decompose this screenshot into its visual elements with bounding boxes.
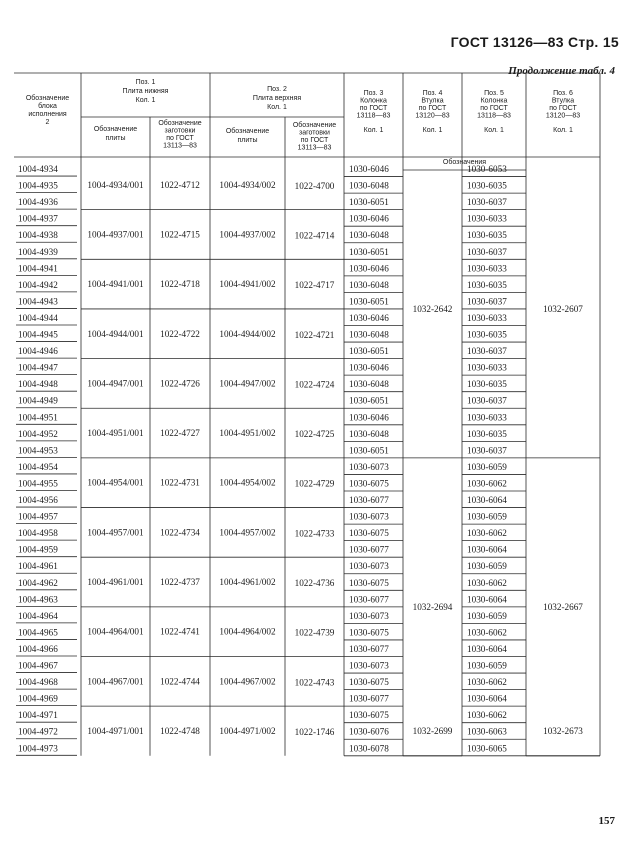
upper-plate-blank: 1022-1746 [294, 726, 335, 737]
lower-plate-designation: 1004-4941/001 [87, 279, 144, 290]
pos6-bush-designation: 1032-2673 [543, 725, 583, 736]
pos6-header: Поз. 6 [553, 90, 573, 97]
pos3-column-designation: 1030-6048 [349, 279, 389, 290]
lower-plate-blank: 1022-4734 [160, 527, 200, 538]
pos2-header: Плита верхняя [252, 95, 302, 102]
pos4-header: 13120—83 [415, 112, 450, 120]
pos3-column-designation: 1030-6048 [349, 329, 389, 340]
pos5-column-designation: 1030-6063 [467, 726, 507, 737]
pos5-column-designation: 1030-6033 [467, 362, 507, 373]
block-designation: 1004-4961 [18, 561, 58, 572]
block-designation: 1004-4944 [18, 312, 58, 323]
upper-plate-designation: 1004-4964/002 [219, 626, 276, 637]
pos3-column-designation: 1030-6073 [349, 660, 389, 671]
pos5-column-designation: 1030-6059 [467, 511, 507, 522]
block-designation: 1004-4939 [18, 246, 58, 257]
pos5-column-designation: 1030-6059 [467, 461, 507, 472]
block-designation: 1004-4949 [18, 395, 58, 406]
upper-plate-designation: 1004-4971/002 [219, 725, 276, 736]
pos5-column-designation: 1030-6033 [467, 412, 507, 423]
pos5-column-designation: 1030-6053 [467, 164, 507, 174]
pos5-column-designation: 1030-6037 [467, 346, 507, 357]
lower-plate-designation: 1004-4937/001 [87, 229, 144, 240]
pos4-quantity: Кол. 1 [422, 127, 443, 134]
pos2-header: Поз. 2 [267, 86, 287, 93]
pos3-column-designation: 1030-6051 [349, 246, 389, 257]
pos5-column-designation: 1030-6033 [467, 213, 507, 224]
table-continuation-label: Продолжение табл. 4 [508, 65, 615, 77]
block-designation: 1004-4963 [18, 594, 58, 605]
designations-header: Обозначения [442, 159, 487, 166]
pos3-quantity: Кол. 1 [363, 127, 384, 134]
upper-plate-designation: 1004-4951/002 [219, 428, 276, 439]
block-designation: 1004-4948 [18, 379, 58, 390]
pos3-column-designation: 1030-6046 [349, 312, 389, 323]
pos3-column-designation: 1030-6076 [349, 726, 389, 737]
pos3-column-designation: 1030-6073 [349, 610, 389, 621]
pos5-column-designation: 1030-6037 [467, 395, 507, 406]
pos3-column-designation: 1030-6051 [349, 197, 389, 208]
pos6-header: 13120—83 [545, 112, 581, 120]
upper-plate-designation: 1004-4941/002 [219, 279, 276, 290]
block-designation: 1004-4971 [18, 710, 58, 721]
pos5-column-designation: 1030-6062 [467, 677, 507, 688]
blank-header: Обозначение [292, 122, 337, 129]
page-number: 157 [598, 815, 615, 827]
block-designation: 1004-4973 [18, 743, 58, 754]
upper-plate-blank: 1022-4725 [294, 429, 335, 440]
pos5-column-designation: 1030-6059 [467, 610, 507, 621]
pos5-column-designation: 1030-6035 [467, 379, 507, 390]
upper-plate-designation: 1004-4947/002 [219, 378, 276, 389]
pos3-column-designation: 1030-6048 [349, 379, 389, 390]
pos1-header: Поз. 1 [135, 79, 156, 86]
pos3-column-designation: 1030-6075 [349, 528, 389, 539]
pos6-bush-designation: 1032-2607 [543, 303, 583, 314]
lower-plate-blank: 1022-4726 [160, 378, 200, 389]
block-designation: 1004-4955 [18, 478, 58, 489]
lower-plate-blank: 1022-4712 [160, 179, 200, 190]
pos3-column-designation: 1030-6073 [349, 511, 389, 522]
block-designation: 1004-4951 [18, 412, 58, 423]
pos3-header: Колонка [360, 97, 387, 105]
upper-plate-designation: 1004-4954/002 [219, 477, 276, 488]
pos5-column-designation: 1030-6059 [467, 561, 507, 572]
pos5-column-designation: 1030-6064 [467, 643, 507, 654]
upper-plate-designation: 1004-4944/002 [219, 328, 276, 339]
block-designation: 1004-4962 [18, 577, 58, 588]
pos3-column-designation: 1030-6046 [349, 263, 389, 274]
lower-plate-blank: 1022-4741 [160, 626, 200, 637]
plate-header: Обозначение [93, 126, 138, 133]
pos3-column-designation: 1030-6077 [349, 495, 389, 505]
lower-plate-blank: 1022-4718 [160, 279, 200, 290]
lower-plate-designation: 1004-4957/001 [87, 527, 144, 538]
pos3-column-designation: 1030-6046 [349, 362, 389, 373]
pos3-column-designation: 1030-6075 [349, 577, 389, 588]
block-designation: 1004-4936 [18, 197, 58, 208]
pos5-column-designation: 1030-6037 [467, 296, 507, 307]
pos6-header: Втулка [551, 97, 575, 105]
upper-plate-blank: 1022-4743 [294, 677, 335, 688]
pos5-column-designation: 1030-6033 [467, 263, 507, 274]
lower-plate-blank: 1022-4715 [160, 229, 200, 240]
pos5-column-designation: 1030-6059 [467, 660, 507, 671]
pos3-column-designation: 1030-6073 [349, 561, 389, 572]
pos3-column-designation: 1030-6046 [349, 164, 389, 174]
lower-plate-designation: 1004-4951/001 [87, 428, 144, 439]
blank-header: 13113—83 [163, 142, 197, 150]
pos5-column-designation: 1030-6062 [467, 577, 507, 588]
blank-header: Обозначение [158, 120, 202, 127]
pos3-column-designation: 1030-6077 [349, 643, 389, 654]
pos5-column-designation: 1030-6062 [467, 710, 507, 721]
pos3-column-designation: 1030-6048 [349, 230, 389, 241]
pos3-column-designation: 1030-6078 [349, 743, 389, 754]
block-designation: 1004-4957 [18, 511, 58, 522]
pos5-column-designation: 1030-6064 [467, 544, 507, 555]
lower-plate-designation: 1004-4967/001 [87, 676, 144, 687]
pos5-header: Колонка [480, 97, 508, 105]
pos3-column-designation: 1030-6073 [349, 461, 389, 472]
pos5-column-designation: 1030-6035 [467, 279, 507, 290]
pos3-column-designation: 1030-6048 [349, 180, 389, 191]
block-designation: 1004-4956 [18, 495, 58, 505]
pos4-bush-designation: 1032-2699 [412, 725, 453, 736]
lower-plate-blank: 1022-4731 [160, 477, 200, 488]
lower-plate-blank: 1022-4748 [160, 725, 200, 736]
pos3-column-designation: 1030-6075 [349, 710, 389, 721]
upper-plate-blank: 1022-4724 [294, 379, 335, 390]
pos3-column-designation: 1030-6075 [349, 478, 389, 489]
block-header: Обозначение [25, 95, 70, 102]
block-designation: 1004-4938 [18, 230, 58, 241]
lower-plate-designation: 1004-4961/001 [87, 577, 144, 588]
pos5-column-designation: 1030-6062 [467, 627, 507, 638]
pos6-bush-designation: 1032-2667 [543, 601, 583, 612]
upper-plate-blank: 1022-4714 [294, 230, 335, 241]
upper-plate-blank: 1022-4700 [294, 180, 335, 191]
block-designation: 1004-4947 [18, 362, 58, 373]
block-designation: 1004-4964 [18, 610, 58, 621]
pos5-column-designation: 1030-6037 [467, 246, 507, 257]
block-designation: 1004-4966 [18, 643, 58, 654]
pos3-column-designation: 1030-6077 [349, 594, 389, 605]
lower-plate-designation: 1004-4944/001 [87, 328, 144, 339]
blank-header: по ГОСТ [166, 135, 194, 142]
pos5-column-designation: 1030-6033 [467, 312, 507, 323]
pos5-column-designation: 1030-6062 [467, 528, 507, 539]
upper-plate-blank: 1022-4717 [294, 280, 335, 291]
pos3-column-designation: 1030-6046 [349, 412, 389, 423]
block-header: 2 [45, 119, 50, 126]
pos1-header: Кол. 1 [135, 97, 156, 104]
pos4-bush-designation: 1032-2642 [412, 303, 453, 314]
upper-plate-designation: 1004-4967/002 [219, 676, 276, 687]
block-designation: 1004-4968 [18, 677, 58, 688]
block-designation: 1004-4958 [18, 528, 58, 539]
plate-header: Обозначение [225, 128, 270, 135]
block-header: блока [38, 103, 57, 110]
block-designation: 1004-4954 [18, 461, 58, 472]
block-designation: 1004-4972 [18, 726, 58, 737]
pos5-header: 13118—83 [477, 112, 511, 120]
pos5-column-designation: 1030-6037 [467, 445, 507, 456]
pos3-header: по ГОСТ [359, 105, 388, 112]
lower-plate-blank: 1022-4744 [160, 676, 200, 687]
pos5-quantity: Кол. 1 [484, 127, 504, 134]
pos3-column-designation: 1030-6075 [349, 677, 389, 688]
pos5-column-designation: 1030-6037 [467, 197, 507, 208]
pos5-column-designation: 1030-6035 [467, 428, 507, 439]
pos6-header: по ГОСТ [549, 105, 577, 112]
pos4-header: по ГОСТ [418, 105, 447, 112]
upper-plate-blank: 1022-4733 [294, 528, 335, 539]
lower-plate-designation: 1004-4954/001 [87, 477, 144, 488]
pos5-column-designation: 1030-6035 [467, 329, 507, 340]
pos5-column-designation: 1030-6035 [467, 180, 507, 191]
block-designation: 1004-4953 [18, 445, 58, 456]
blank-header: заготовки [299, 129, 330, 137]
block-designation: 1004-4959 [18, 544, 58, 555]
block-designation: 1004-4941 [18, 263, 58, 274]
lower-plate-designation: 1004-4947/001 [87, 378, 144, 389]
pos3-column-designation: 1030-6075 [349, 627, 389, 638]
block-designation: 1004-4937 [18, 213, 58, 224]
lower-plate-designation: 1004-4964/001 [87, 626, 144, 637]
lower-plate-blank: 1022-4722 [160, 328, 200, 339]
block-designation: 1004-4965 [18, 627, 58, 638]
upper-plate-blank: 1022-4736 [294, 578, 335, 589]
upper-plate-designation: 1004-4937/002 [219, 229, 276, 240]
block-designation: 1004-4945 [18, 329, 58, 340]
pos6-quantity: Кол. 1 [553, 127, 573, 134]
pos5-header: по ГОСТ [480, 105, 508, 112]
pos3-column-designation: 1030-6051 [349, 296, 389, 307]
pos4-header: Поз. 4 [422, 90, 443, 97]
pos3-column-designation: 1030-6051 [349, 395, 389, 406]
plate-header: плиты [237, 137, 258, 144]
lower-plate-blank: 1022-4737 [160, 577, 200, 588]
pos2-header: Кол. 1 [267, 104, 287, 111]
pos3-header: Поз. 3 [363, 90, 384, 97]
lower-plate-blank: 1022-4727 [160, 428, 200, 439]
pos5-column-designation: 1030-6064 [467, 594, 507, 605]
block-header: исполнения [28, 111, 67, 118]
upper-plate-designation: 1004-4957/002 [219, 527, 276, 538]
upper-plate-designation: 1004-4961/002 [219, 577, 276, 588]
block-designation: 1004-4969 [18, 693, 58, 704]
pos5-column-designation: 1030-6062 [467, 478, 507, 489]
pos5-column-designation: 1030-6064 [467, 495, 507, 505]
lower-plate-designation: 1004-4971/001 [87, 725, 144, 736]
blank-header: 13113—83 [297, 144, 332, 152]
pos5-column-designation: 1030-6065 [467, 743, 507, 754]
pos3-column-designation: 1030-6046 [349, 213, 389, 224]
pos3-column-designation: 1030-6051 [349, 346, 389, 357]
blank-header: заготовки [164, 127, 196, 135]
pos4-bush-designation: 1032-2694 [412, 601, 453, 612]
pos3-column-designation: 1030-6048 [349, 428, 389, 439]
upper-plate-blank: 1022-4739 [294, 627, 335, 638]
block-designation: 1004-4946 [18, 346, 58, 357]
upper-plate-blank: 1022-4729 [294, 478, 335, 489]
pos5-column-designation: 1030-6035 [467, 230, 507, 241]
upper-plate-blank: 1022-4721 [294, 329, 335, 340]
pos3-header: 13118—83 [356, 112, 391, 120]
block-designation: 1004-4934 [18, 164, 58, 174]
pos1-header: Плита нижняя [122, 88, 169, 95]
plate-header: плиты [105, 135, 126, 142]
block-designation: 1004-4952 [18, 428, 58, 439]
pos3-column-designation: 1030-6077 [349, 544, 389, 555]
pos5-column-designation: 1030-6064 [467, 693, 507, 704]
block-designation: 1004-4935 [18, 180, 58, 191]
page-header: ГОСТ 13126—83 Стр. 15 [450, 34, 619, 50]
block-designation: 1004-4942 [18, 279, 58, 290]
upper-plate-designation: 1004-4934/002 [219, 179, 276, 190]
lower-plate-designation: 1004-4934/001 [87, 179, 144, 190]
block-designation: 1004-4943 [18, 296, 58, 307]
pos3-column-designation: 1030-6051 [349, 445, 389, 456]
blank-header: по ГОСТ [300, 137, 329, 144]
pos3-column-designation: 1030-6077 [349, 693, 389, 704]
block-designation: 1004-4967 [18, 660, 58, 671]
pos4-header: Втулка [421, 97, 444, 105]
pos5-header: Поз. 5 [484, 90, 504, 97]
